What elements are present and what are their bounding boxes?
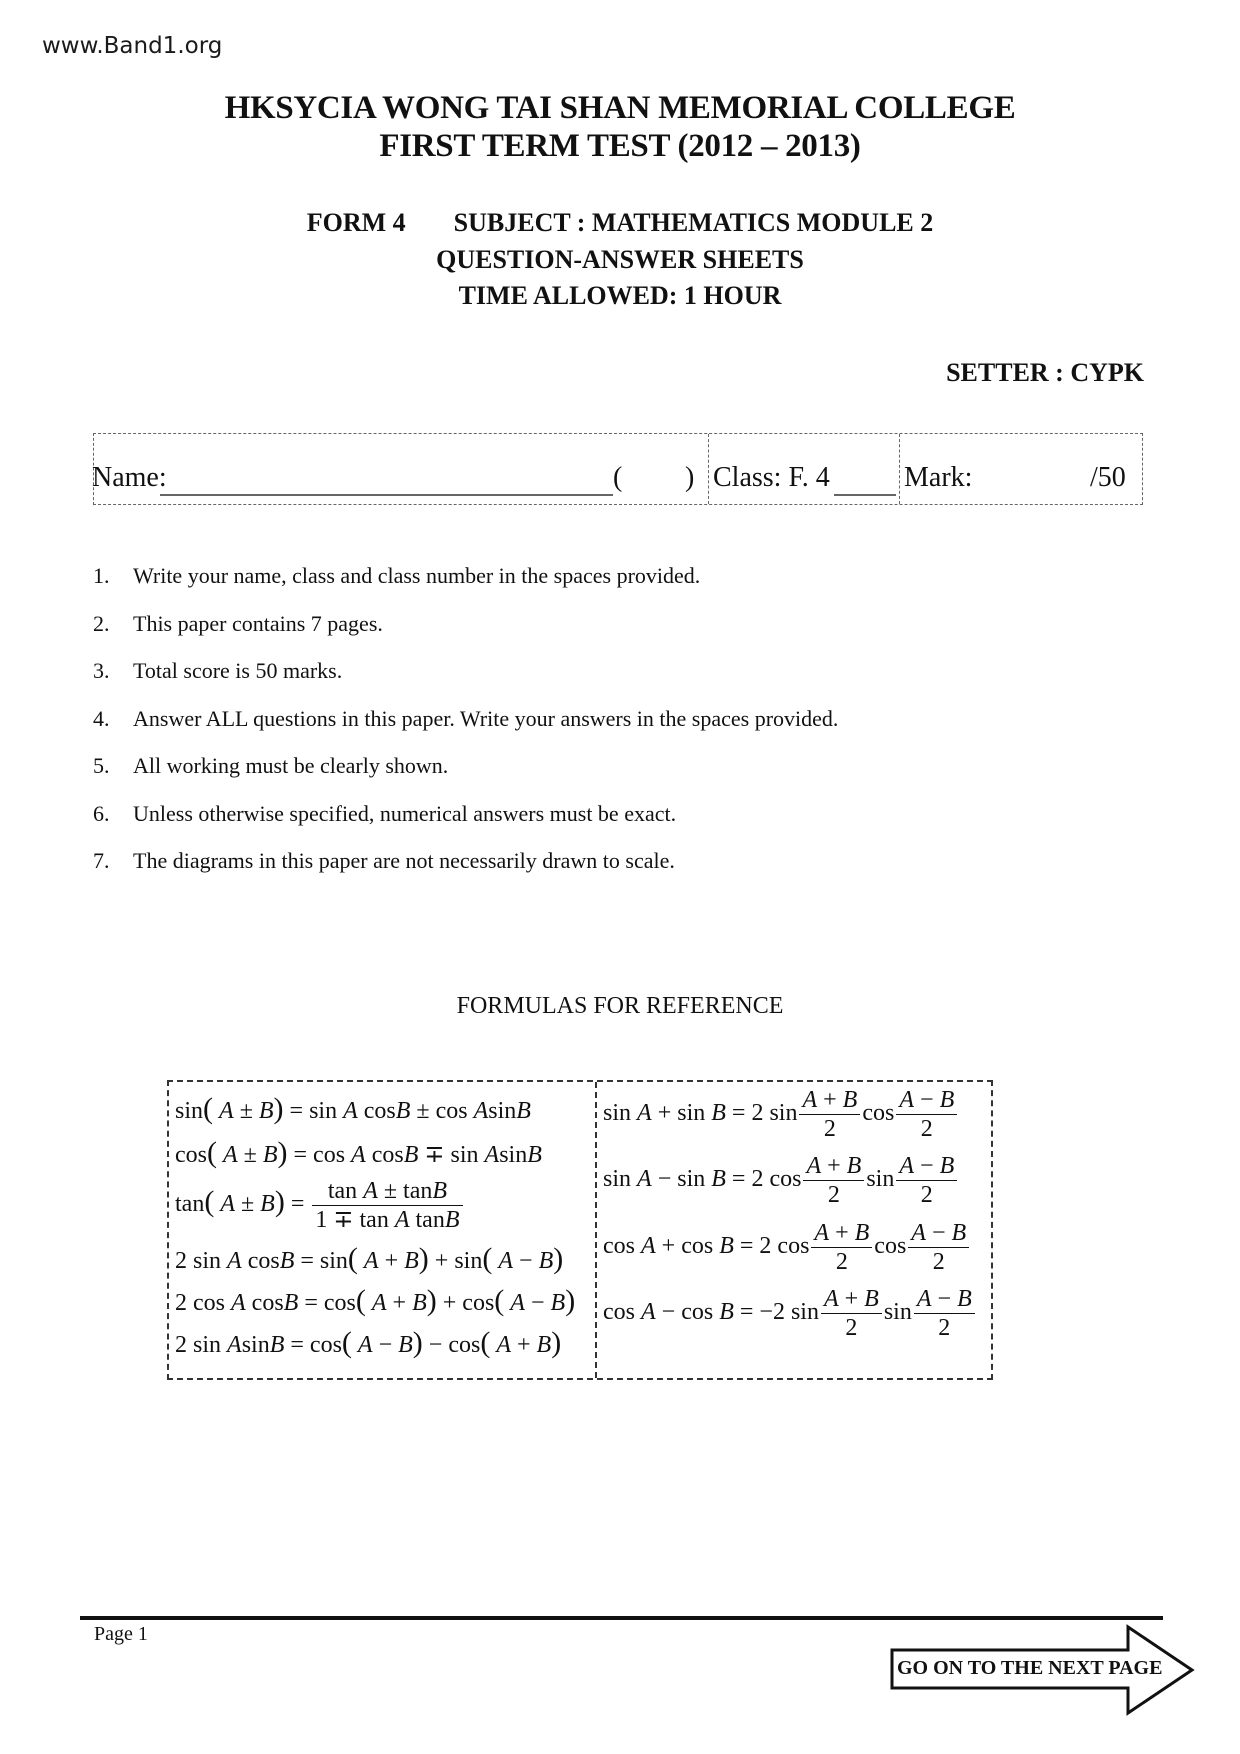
- name-label: Name:: [92, 462, 167, 493]
- instruction-item: 2. This paper contains 7 pages.: [93, 610, 383, 636]
- mark-label: Mark:: [904, 462, 973, 493]
- formula-2sinAcosB: 2 sin A cosB = sin( A + B) + sin( A − B): [175, 1242, 564, 1275]
- next-page-label: GO ON TO THE NEXT PAGE: [897, 1657, 1163, 1679]
- instruction-item: 4. Answer ALL questions in this paper. Write your answers in the spaces provided.: [93, 705, 839, 731]
- class-label: Class: F. 4: [713, 462, 830, 493]
- formula-divider: [595, 1082, 597, 1378]
- formula-cosA-minus-cosB: cos A − cos B = −2 sin $\frac{A + B}{2}$ sin $\frac{A - B}{2}$: [603, 1285, 977, 1342]
- formulas-title: FORMULAS FOR REFERENCE: [456, 993, 784, 1019]
- formula-sin-sum: sin( A ± B) = sin A cosB ± cos AsinB: [175, 1092, 531, 1125]
- instruction-item: 7. The diagrams in this paper are not necessarily drawn to scale.: [93, 848, 675, 873]
- instruction-item: 1. Write your name, class and class number in the spaces provided.: [93, 563, 701, 588]
- site-watermark: www.Band1.org: [42, 33, 223, 59]
- divider: [708, 434, 709, 504]
- class-number-close-paren: ): [685, 462, 695, 493]
- formula-sinA-minus-sinB: sin A − sin B = 2 cos $\frac{A + B}{2}$ sin $\frac{A - B}{2}$: [603, 1152, 959, 1209]
- formula-cos-sum: cos( A ± B) = cos A cosB ∓ sin AsinB: [175, 1136, 542, 1169]
- sheet-type: QUESTION-ANSWER SHEETS: [436, 245, 804, 274]
- formula-cosA-plus-cosB: cos A + cos B = 2 cos $\frac{A + B}{2}$ cos $\frac{A - B}{2}$: [603, 1219, 971, 1276]
- student-info-box: [93, 433, 1143, 505]
- instructions-list: [93, 563, 838, 896]
- class-number-open-paren: (: [613, 462, 623, 493]
- subject-label: SUBJECT : MATHEMATICS MODULE 2: [453, 208, 934, 237]
- formula-sinA-plus-sinB: sin A + sin B = 2 sin $\frac{A + B}{2}$ cos $\frac{A - B}{2}$: [603, 1086, 959, 1143]
- instruction-item: 5. All working must be clearly shown.: [93, 753, 449, 778]
- form-subject-line: [0, 208, 1240, 238]
- class-field[interactable]: [834, 494, 896, 496]
- instruction-item: 3. Total score is 50 marks.: [93, 658, 343, 683]
- formula-tan-sum: tan( A ± B) = $\frac{\text{tan A ± tanB}}{\text{1 ∓ tan A tanB}}$: [175, 1177, 465, 1234]
- mark-total: /50: [1090, 462, 1126, 493]
- name-field[interactable]: [160, 494, 613, 496]
- setter-label: SETTER : CYPK: [946, 358, 1144, 387]
- formula-box: [167, 1080, 993, 1380]
- exam-title: FIRST TERM TEST (2012 – 2013): [379, 128, 861, 164]
- page-number: Page 1: [94, 1623, 148, 1645]
- instruction-item: 6. Unless otherwise specified, numerical answers must be exact.: [93, 800, 677, 826]
- school-title: HKSYCIA WONG TAI SHAN MEMORIAL COLLEGE: [224, 90, 1016, 126]
- formula-2sinAsinB: 2 sin AsinB = cos( A − B) − cos( A + B): [175, 1326, 562, 1359]
- class-number-field[interactable]: [624, 454, 680, 494]
- divider: [899, 434, 900, 504]
- time-allowed: TIME ALLOWED: 1 HOUR: [458, 281, 782, 310]
- formula-2cosAcosB: 2 cos A cosB = cos( A + B) + cos( A − B): [175, 1284, 576, 1317]
- footer-rule: [80, 1616, 1163, 1620]
- form-label: FORM 4: [306, 208, 406, 237]
